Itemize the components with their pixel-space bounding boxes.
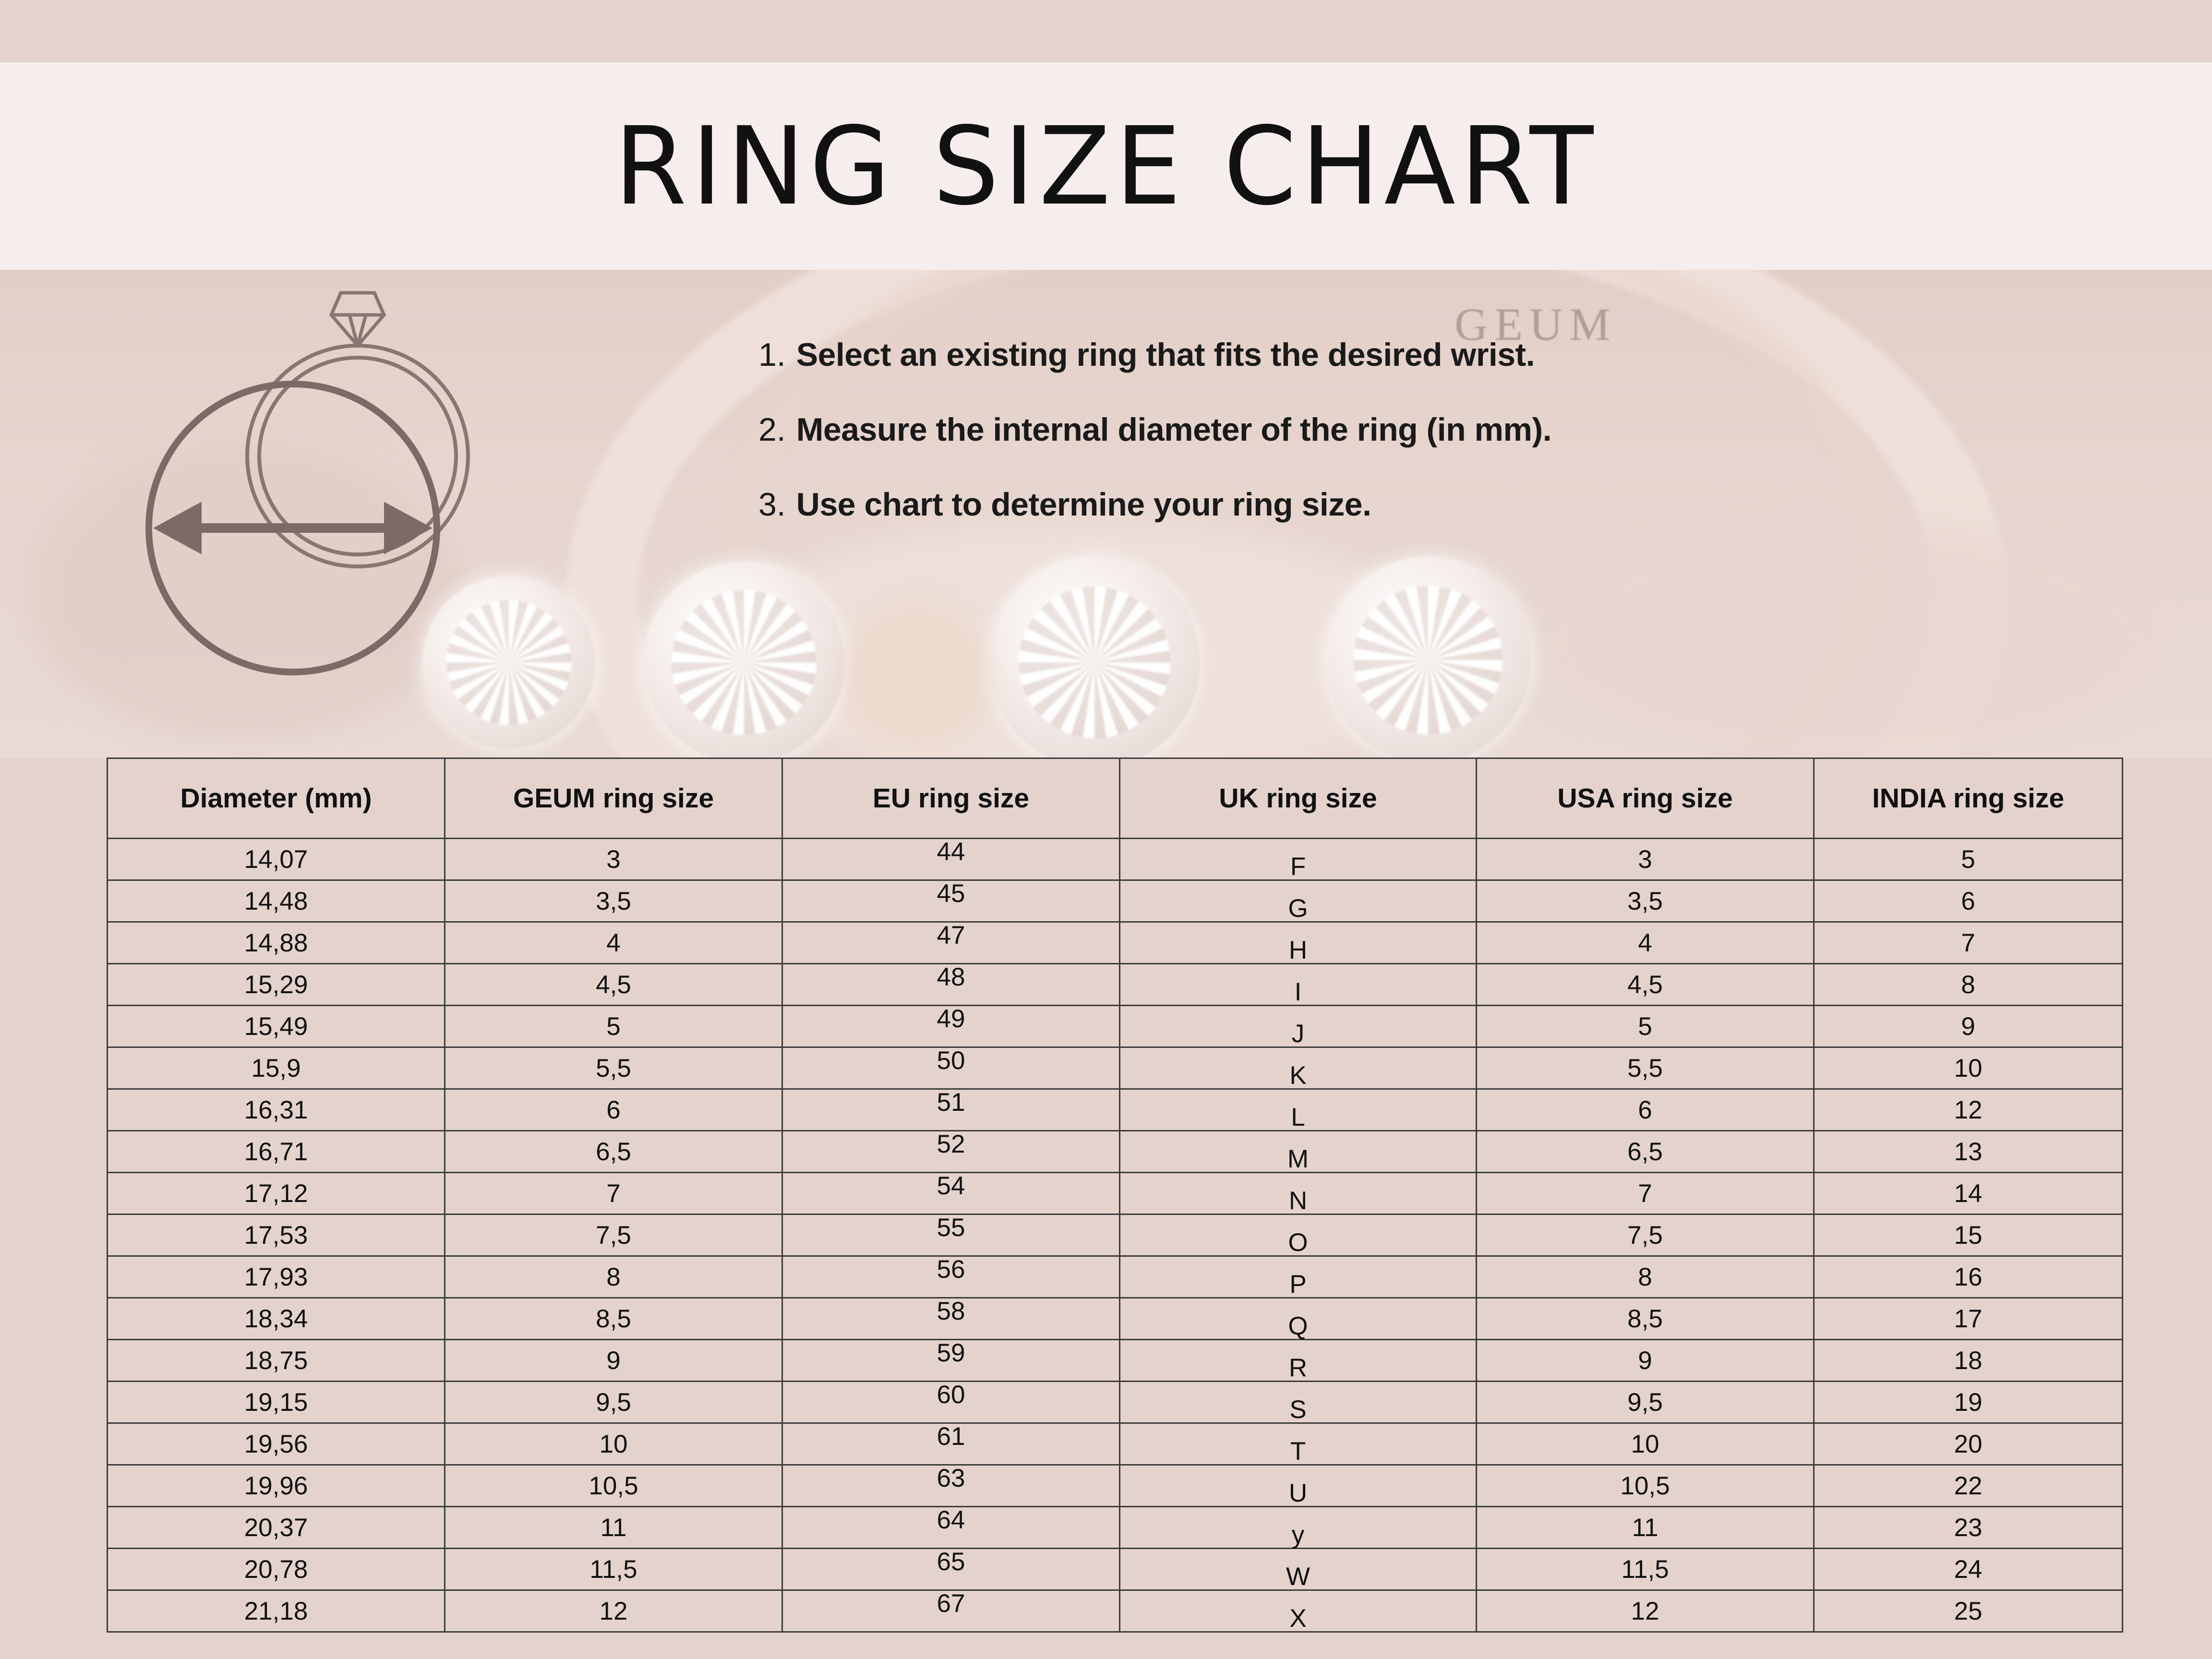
table-row — [108, 1214, 2123, 1256]
cell-india: 23 — [1814, 1507, 2123, 1549]
step-number: 1. — [758, 337, 786, 373]
cell-geum: 9,5 — [445, 1382, 782, 1423]
cell-india: 15 — [1814, 1214, 2123, 1256]
cell-geum: 3,5 — [445, 880, 782, 922]
cell-diameter: 17,53 — [108, 1214, 445, 1256]
table-row — [108, 1465, 2123, 1507]
cell-india: 13 — [1814, 1131, 2123, 1173]
cell-diameter: 20,78 — [108, 1549, 445, 1590]
cell-usa: 9,5 — [1477, 1382, 1814, 1423]
cell-eu: 59 — [782, 1340, 1120, 1382]
cell-usa: 7,5 — [1477, 1214, 1814, 1256]
cell-uk: I — [1120, 964, 1477, 1006]
cell-uk: U — [1120, 1465, 1477, 1507]
table-row — [108, 880, 2123, 922]
cell-usa: 11,5 — [1477, 1549, 1814, 1590]
table-body — [108, 839, 2123, 1632]
cell-eu: 63 — [782, 1465, 1120, 1507]
cell-usa: 12 — [1477, 1590, 1814, 1632]
diamond-ring-icon — [134, 274, 480, 706]
cell-usa: 6,5 — [1477, 1131, 1814, 1173]
cell-india: 24 — [1814, 1549, 2123, 1590]
page-title: RING SIZE CHART — [614, 103, 1598, 229]
cell-diameter: 17,93 — [108, 1256, 445, 1298]
cell-eu: 48 — [782, 964, 1120, 1006]
cell-usa: 10,5 — [1477, 1465, 1814, 1507]
cell-eu: 49 — [782, 1006, 1120, 1047]
cell-eu: 52 — [782, 1131, 1120, 1173]
cell-india: 22 — [1814, 1465, 2123, 1507]
step-text: Select an existing ring that fits the desired wrist. — [796, 337, 1535, 373]
cell-india: 17 — [1814, 1298, 2123, 1340]
table-header-row — [108, 758, 2123, 839]
table-row — [108, 1382, 2123, 1423]
cell-geum: 3 — [445, 839, 782, 880]
cell-uk: M — [1120, 1131, 1477, 1173]
column-header-uk: UK ring size — [1120, 758, 1477, 839]
cell-india: 6 — [1814, 880, 2123, 922]
size-chart-container — [107, 757, 2113, 1633]
table-row — [108, 1340, 2123, 1382]
cell-india: 12 — [1814, 1089, 2123, 1131]
cell-india: 25 — [1814, 1590, 2123, 1632]
cell-eu: 51 — [782, 1089, 1120, 1131]
cell-geum: 11,5 — [445, 1549, 782, 1590]
cell-usa: 11 — [1477, 1507, 1814, 1549]
cell-diameter: 20,37 — [108, 1507, 445, 1549]
table-row — [108, 1590, 2123, 1632]
cell-usa: 4 — [1477, 922, 1814, 964]
cell-geum: 4,5 — [445, 964, 782, 1006]
cell-diameter: 16,31 — [108, 1089, 445, 1131]
gem-stone — [989, 557, 1200, 758]
cell-geum: 7 — [445, 1173, 782, 1214]
column-header-geum: GEUM ring size — [445, 758, 782, 839]
cell-eu: 50 — [782, 1047, 1120, 1089]
cell-uk: W — [1120, 1549, 1477, 1590]
table-row — [108, 1423, 2123, 1465]
cell-usa: 10 — [1477, 1423, 1814, 1465]
table-row — [108, 1549, 2123, 1590]
cell-geum: 8 — [445, 1256, 782, 1298]
column-header-india: INDIA ring size — [1814, 758, 2123, 839]
ring-diagram — [134, 274, 480, 706]
cell-diameter: 19,96 — [108, 1465, 445, 1507]
cell-india: 9 — [1814, 1006, 2123, 1047]
cell-usa: 5 — [1477, 1006, 1814, 1047]
table-row — [108, 1173, 2123, 1214]
step-text: Use chart to determine your ring size. — [796, 486, 1371, 523]
cell-diameter: 21,18 — [108, 1590, 445, 1632]
column-header-usa: USA ring size — [1477, 758, 1814, 839]
cell-geum: 6,5 — [445, 1131, 782, 1173]
column-header-diameter: Diameter (mm) — [108, 758, 445, 839]
cell-india: 20 — [1814, 1423, 2123, 1465]
cell-uk: X — [1120, 1590, 1477, 1632]
cell-geum: 10 — [445, 1423, 782, 1465]
cell-eu: 45 — [782, 880, 1120, 922]
cell-uk: H — [1120, 922, 1477, 964]
column-header-eu: EU ring size — [782, 758, 1120, 839]
cell-india: 16 — [1814, 1256, 2123, 1298]
table-row — [108, 922, 2123, 964]
cell-diameter: 15,29 — [108, 964, 445, 1006]
cell-usa: 7 — [1477, 1173, 1814, 1214]
gem-stone — [1325, 557, 1531, 758]
cell-uk: K — [1120, 1047, 1477, 1089]
cell-eu: 44 — [782, 839, 1120, 880]
cell-geum: 4 — [445, 922, 782, 964]
cell-eu: 47 — [782, 922, 1120, 964]
table-row — [108, 1089, 2123, 1131]
cell-india: 8 — [1814, 964, 2123, 1006]
table-row — [108, 1507, 2123, 1549]
cell-uk: F — [1120, 839, 1477, 880]
table-row — [108, 1131, 2123, 1173]
instruction-step — [758, 411, 2141, 448]
gem-stone — [643, 562, 845, 758]
step-number: 2. — [758, 411, 786, 448]
cell-usa: 8 — [1477, 1256, 1814, 1298]
cell-eu: 55 — [782, 1214, 1120, 1256]
cell-diameter: 18,34 — [108, 1298, 445, 1340]
cell-eu: 60 — [782, 1382, 1120, 1423]
cell-uk: P — [1120, 1256, 1477, 1298]
brand-watermark: GEUM — [1455, 299, 1617, 350]
cell-uk: T — [1120, 1423, 1477, 1465]
cell-usa: 9 — [1477, 1340, 1814, 1382]
table-row — [108, 964, 2123, 1006]
table-row — [108, 1256, 2123, 1298]
cell-diameter: 14,88 — [108, 922, 445, 964]
cell-geum: 8,5 — [445, 1298, 782, 1340]
cell-diameter: 19,56 — [108, 1423, 445, 1465]
cell-geum: 7,5 — [445, 1214, 782, 1256]
table-row — [108, 839, 2123, 880]
table-row — [108, 1006, 2123, 1047]
soft-blob — [845, 605, 989, 749]
instruction-step — [758, 486, 2141, 523]
cell-uk: R — [1120, 1340, 1477, 1382]
cell-diameter: 14,07 — [108, 839, 445, 880]
cell-india: 5 — [1814, 839, 2123, 880]
cell-geum: 9 — [445, 1340, 782, 1382]
cell-india: 14 — [1814, 1173, 2123, 1214]
cell-diameter: 15,9 — [108, 1047, 445, 1089]
table-row — [108, 1298, 2123, 1340]
cell-geum: 11 — [445, 1507, 782, 1549]
cell-eu: 58 — [782, 1298, 1120, 1340]
cell-eu: 54 — [782, 1173, 1120, 1214]
cell-diameter: 14,48 — [108, 880, 445, 922]
cell-geum: 12 — [445, 1590, 782, 1632]
cell-geum: 5 — [445, 1006, 782, 1047]
cell-diameter: 15,49 — [108, 1006, 445, 1047]
cell-uk: N — [1120, 1173, 1477, 1214]
cell-eu: 64 — [782, 1507, 1120, 1549]
cell-usa: 4,5 — [1477, 964, 1814, 1006]
cell-eu: 61 — [782, 1423, 1120, 1465]
cell-diameter: 19,15 — [108, 1382, 445, 1423]
cell-geum: 10,5 — [445, 1465, 782, 1507]
cell-uk: y — [1120, 1507, 1477, 1549]
cell-uk: S — [1120, 1382, 1477, 1423]
cell-diameter: 18,75 — [108, 1340, 445, 1382]
cell-usa: 8,5 — [1477, 1298, 1814, 1340]
ring-size-table — [107, 757, 2123, 1633]
cell-uk: L — [1120, 1089, 1477, 1131]
cell-usa: 3 — [1477, 839, 1814, 880]
cell-usa: 3,5 — [1477, 880, 1814, 922]
instructions-list — [758, 336, 2141, 561]
cell-eu: 65 — [782, 1549, 1120, 1590]
cell-india: 19 — [1814, 1382, 2123, 1423]
cell-usa: 5,5 — [1477, 1047, 1814, 1089]
step-number: 3. — [758, 486, 786, 523]
cell-india: 18 — [1814, 1340, 2123, 1382]
step-text: Measure the internal diameter of the ring (in mm). — [796, 411, 1551, 448]
cell-diameter: 17,12 — [108, 1173, 445, 1214]
cell-uk: J — [1120, 1006, 1477, 1047]
cell-india: 10 — [1814, 1047, 2123, 1089]
cell-eu: 56 — [782, 1256, 1120, 1298]
cell-geum: 6 — [445, 1089, 782, 1131]
table-row — [108, 1047, 2123, 1089]
cell-geum: 5,5 — [445, 1047, 782, 1089]
cell-uk: O — [1120, 1214, 1477, 1256]
cell-eu: 67 — [782, 1590, 1120, 1632]
instruction-step — [758, 336, 2141, 373]
cell-usa: 6 — [1477, 1089, 1814, 1131]
cell-uk: Q — [1120, 1298, 1477, 1340]
cell-india: 7 — [1814, 922, 2123, 964]
cell-uk: G — [1120, 880, 1477, 922]
header-band — [0, 62, 2212, 270]
cell-diameter: 16,71 — [108, 1131, 445, 1173]
